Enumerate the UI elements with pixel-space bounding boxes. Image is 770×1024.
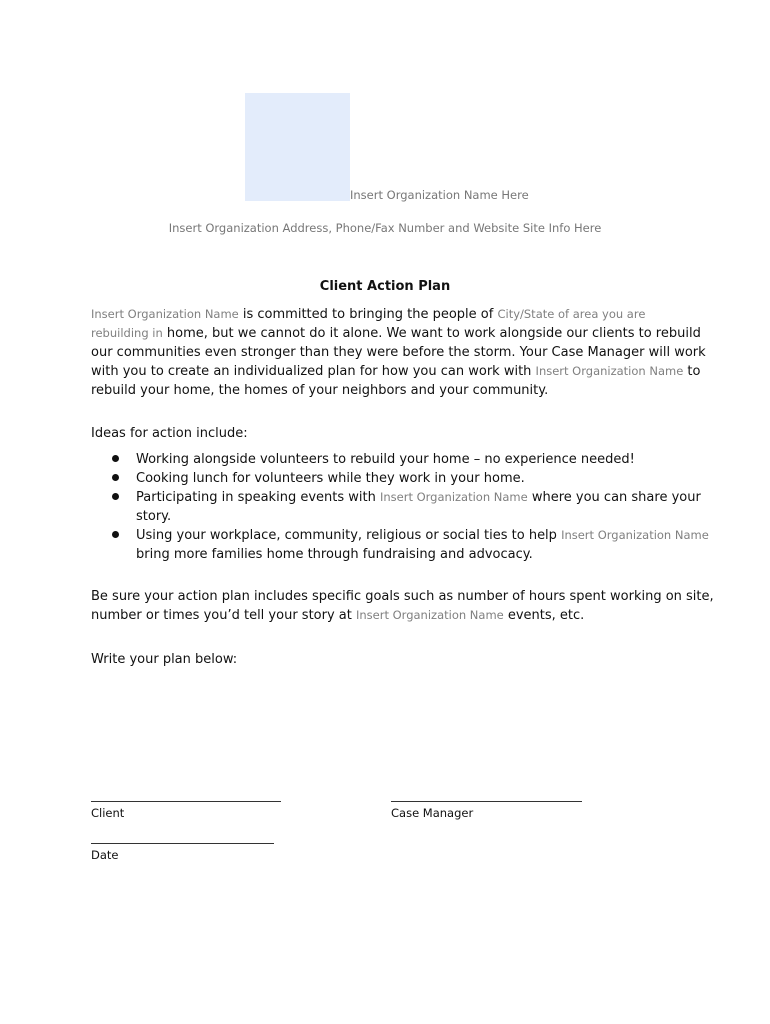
org-name-placeholder: Insert Organization Name Here xyxy=(350,188,529,202)
bullet-icon xyxy=(112,531,119,538)
case-manager-label: Case Manager xyxy=(391,806,474,820)
ideas-heading: Ideas for action include: xyxy=(91,426,248,441)
logo-placeholder xyxy=(245,93,350,201)
org-name-placeholder: Insert Organization Name xyxy=(379,490,528,504)
org-name-placeholder: Insert Organization Name xyxy=(561,528,709,542)
city-state-placeholder: City/State of area you are xyxy=(497,307,646,321)
date-label: Date xyxy=(91,848,119,862)
list-item: Working alongside volunteers to rebuild your home – no experience needed! xyxy=(91,450,691,469)
goals-text: number or times you’d tell your story at xyxy=(91,608,356,623)
org-address-placeholder: Insert Organization Address, Phone/Fax Number and Website Site Info Here xyxy=(168,221,602,235)
org-name-placeholder: Insert Organization Name xyxy=(535,364,684,378)
intro-text: is committed to bringing the people of xyxy=(238,307,498,322)
document-title: Client Action Plan xyxy=(319,279,451,294)
client-signature-line[interactable] xyxy=(91,801,281,802)
intro-text: home, but we cannot do it alone. We want to work alongside our clients to rebuild xyxy=(162,326,701,341)
goals-text: events, etc. xyxy=(503,608,585,623)
intro-text: with you to create an individualized plan for how you can work with xyxy=(91,364,536,379)
write-plan-label: Write your plan below: xyxy=(91,652,238,667)
bullet-icon xyxy=(112,455,119,462)
intro-text: rebuild your home, the homes of your neighbors and your community. xyxy=(91,383,549,398)
intro-text: our communities even stronger than they were before the storm. Your Case Manager will work xyxy=(91,345,706,360)
list-item: Participating in speaking events with Insert Organization Name where you can share your story. xyxy=(91,488,691,526)
list-item: Using your workplace, community, religious or social ties to help Insert Organization Name bring more families home through fundraising and advocacy. xyxy=(91,526,691,564)
date-line[interactable] xyxy=(91,843,274,844)
org-name-placeholder: Insert Organization Name xyxy=(355,608,504,622)
client-label: Client xyxy=(91,806,125,820)
intro-text: to xyxy=(683,364,701,379)
intro-paragraph xyxy=(91,305,706,400)
org-name-placeholder: Insert Organization Name xyxy=(91,307,239,321)
goals-paragraph xyxy=(91,587,714,625)
city-state-placeholder: rebuilding in xyxy=(91,326,163,340)
case-manager-signature-line[interactable] xyxy=(391,801,582,802)
bullet-icon xyxy=(112,474,119,481)
goals-text: Be sure your action plan includes specific goals such as number of hours spent working on site, xyxy=(91,589,714,604)
list-item: Cooking lunch for volunteers while they work in your home. xyxy=(91,469,691,488)
bullet-icon xyxy=(112,493,119,500)
ideas-list xyxy=(91,450,709,564)
